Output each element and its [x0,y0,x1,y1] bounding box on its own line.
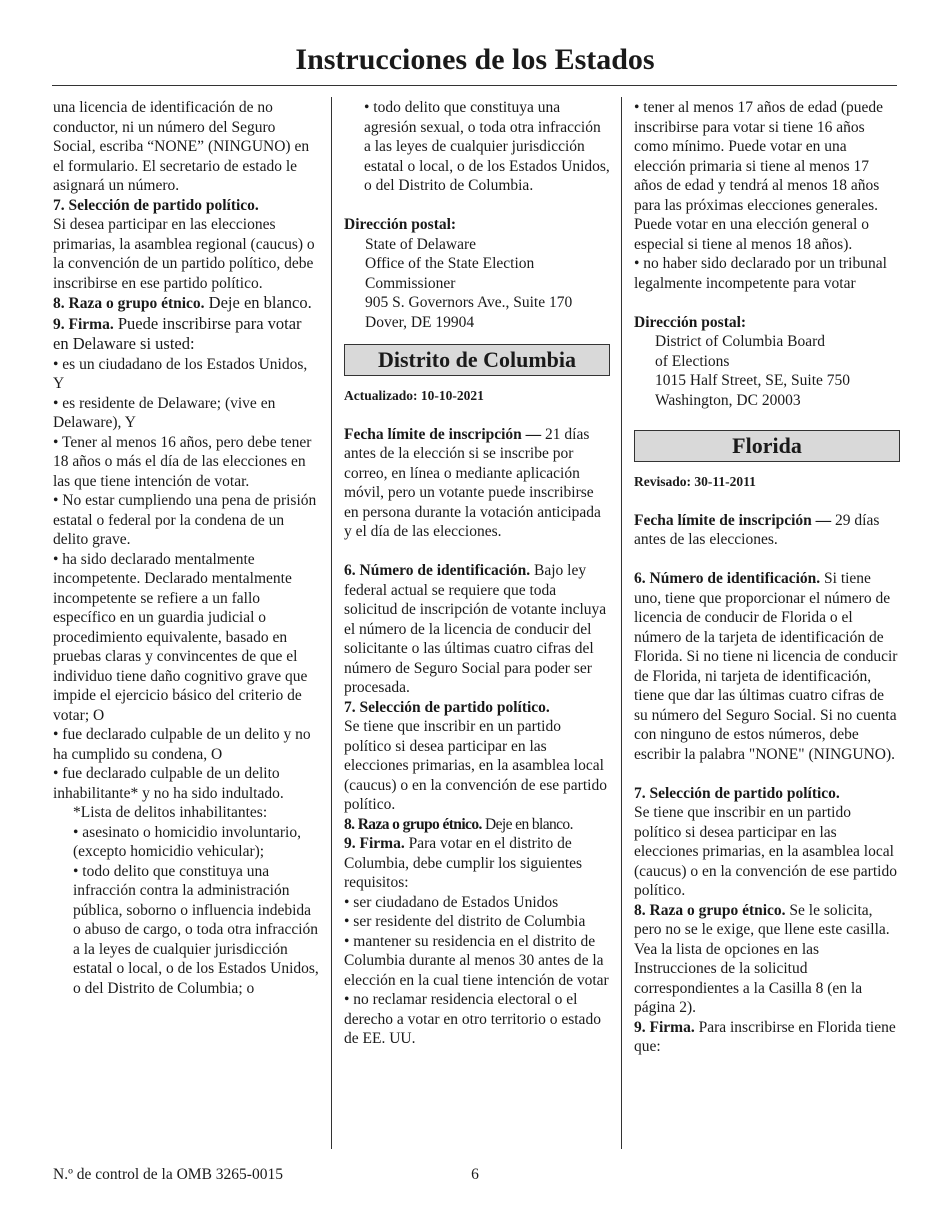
address-line: Washington, DC 20003 [655,391,801,409]
dc-item-8 [344,815,610,835]
column-1 [53,98,319,998]
column-divider-1 [331,97,332,1149]
list-item: • asesinato o homicidio involuntario, (excepto homicidio vehicular); [73,823,301,860]
dc-updated-date: Actualizado: 10-10-2021 [344,388,484,403]
list-item: • no reclamar residencia electoral o el derecho a votar en otro territorio o estado de EE. UU. [344,991,601,1047]
dc-item-6 [344,561,610,698]
section-heading-florida: Florida [634,430,900,462]
dc-deadline [344,425,610,542]
list-item: • fue declarado culpable de un delito inhabilitante* y no ha sido indultado. [53,765,284,802]
item-text: Para votar en el distrito de Columbia, debe cumplir los siguientes requisitos: [344,835,583,891]
delaware-item-8 [53,293,319,314]
item-label: Fecha límite de inscripción — [634,511,832,529]
item-label: 9. Firma. [53,315,114,333]
column-divider-2 [621,97,622,1149]
item-label: Fecha límite de inscripción — [344,425,542,443]
delaware-item-9 [53,314,319,355]
item-text: Si desea participar en las elecciones primarias, la asamblea regional (caucus) o la convención de un partido político, debe inscribirse en ese partido político. [53,216,315,292]
list-item: • ser residente del distrito de Columbia [344,913,586,930]
item-label: 8. Raza o grupo étnico. [344,815,482,833]
list-item: • ser ciudadano de Estados Unidos [344,893,559,911]
dc-item-7 [344,698,610,815]
item-label: 9. Firma. [344,835,405,852]
item-text: 29 días antes de las elecciones. [634,511,880,548]
page-title: Instrucciones de los Estados [295,43,655,76]
item-label: 6. Número de identificación. [344,562,531,579]
florida-item-7 [634,784,900,901]
address-line: Dover, DE 19904 [365,313,475,331]
column-2 [344,98,610,1049]
florida-deadline [634,511,900,550]
list-item: • es residente de Delaware; (vive en Delaware), Y [53,394,276,431]
list-item: • tener al menos 17 años de edad (puede inscribirse para votar si tiene 16 años como mínimo. Puede votar en una elección primaria si tiene al menos 17 años de edad y tendrá al menos 18 años para las próximas elecciones generales. Puede votar en una elección general o especial si tiene al menos 18 años). [634,99,884,253]
list-item: • todo delito que constituya una infracción contra la administración pública, soborno o influencia indebida o abuso de cargo, o toda otra infracción a la leyes de cualquier jurisdicción estatal o local, o de los Estados Unidos, o del Distrito de Columbia; o [73,862,319,997]
florida-revised-date: Revisado: 30-11-2011 [634,474,756,489]
section-heading-dc: Distrito de Columbia [344,344,610,376]
delaware-item-7 [53,196,319,294]
delaware-mail-label: Dirección postal: [344,216,457,233]
list-item: • es un ciudadano de los Estados Unidos, Y [53,355,308,392]
list-item: • Tener al menos 16 años, pero debe tener 18 años o más el día de las elecciones en las que tiene intención de votar. [53,433,312,490]
item-text: Si tiene uno, tiene que proporcionar el número de licencia de conducir de Florida o el número de la tarjeta de identificación de Florida. Si no tiene ni licencia de conducir de Florida, ni tarjeta de identificación, tiene que dar las últimas cuatro cifras de su número del Seguro Social. Si no cuenta con ninguno de estos números, debe escribir la palabra "NONE" (NINGUNO). [634,570,898,763]
omb-control-number: N.º de control de la OMB 3265-0015 [53,1166,283,1183]
item-text: Para inscribirse en Florida tiene que: [634,1018,896,1055]
item-text: Bajo ley federal actual se requiere que toda solicitud de inscripción de votante incluya el número de la licencia de conducir del solicitante o las últimas cuatro cifras del número de Seguro Social para poder ser procesada. [344,562,607,696]
item-label: 7. Selección de partido político. [634,784,840,802]
title-rule [52,85,897,86]
florida-item-9 [634,1018,900,1057]
list-item: • No estar cumpliendo una pena de prisión estatal o federal por la condena de un delito grave. [53,492,317,548]
list-item: • ha sido declarado mentalmente incompetente. Declarado mentalmente incompetente se refiere a un fallo específico en un guardia judicial o procedimiento equivalente, basado en pruebas claras y convincentes de que el individuo tiene daño cognitivo grave que impide el ejercicio básico del criterio de votar; O [53,550,308,724]
item-label: 7. Selección de partido político. [344,698,550,716]
address-line: 905 S. Governors Ave., Suite 170 [365,294,573,311]
list-item: • no haber sido declarado por un tribunal legalmente incompetente para votar [634,255,887,292]
item-text: Se le solicita, pero no se le exige, que llene este casilla. Vea la lista de opciones en las Instrucciones de la solicitud correspondientes a la Casilla 8 (en la página 2). [634,901,890,1016]
list-item: • fue declarado culpable de un delito y no ha cumplido su condena, O [53,726,311,763]
item-label: 8. Raza o grupo étnico. [53,295,205,312]
florida-item-6 [634,569,900,764]
address-line: of Elections [655,352,730,370]
address-line: 1015 Half Street, SE, Suite 750 [655,372,851,389]
delaware-id-continued: una licencia de identificación de no conductor, ni un número del Seguro Social, escriba “NONE” (NINGUNO) en el formulario. El secretario de estado le asignará un número. [53,99,310,194]
address-line: Office of the State Election Commissioner [365,255,535,292]
disqualifying-list-title: *Lista de delitos inhabilitantes: [73,804,268,821]
item-text: Deje en blanco. [481,815,573,833]
address-line: State of Delaware [365,235,477,253]
dc-item-9 [344,834,610,893]
item-text: Puede inscribirse para votar en Delaware si usted: [53,313,302,353]
item-text: Se tiene que inscribir en un partido político si desea participar en las elecciones primarias, en la asamblea local (caucus) o en la convención de ese partido político. [634,804,897,899]
item-label: 6. Número de identificación. [634,570,821,587]
list-item: • mantener su residencia en el distrito de Columbia durante al menos 30 antes de la elección en la cual tiene intención de votar [344,932,609,989]
item-label: 9. Firma. [634,1018,695,1036]
item-text: 21 días antes de la elección si se inscribe por correo, en línea o mediante aplicación móvil, pero un votante puede inscribirse en persona durante la votación anticipada y el día de las elecciones. [344,425,601,540]
item-label: 7. Selección de partido político. [53,196,259,214]
column-3 [634,98,900,1057]
page-number: 6 [471,1166,479,1183]
dc-mail-label: Dirección postal: [634,313,747,331]
item-label: 8. Raza o grupo étnico. [634,901,786,919]
florida-item-8 [634,901,900,1018]
address-line: District of Columbia Board [655,333,826,350]
list-item: • todo delito que constituya una agresión sexual, o toda otra infracción a las leyes de cualquier jurisdicción estatal o local, o de los Estados Unidos, o del Distrito de Columbia. [364,99,610,194]
item-text: Se tiene que inscribir en un partido político si desea participar en las elecciones primarias, en la asamblea local (caucus) o en la convención de ese partido político. [344,718,607,813]
item-text: Deje en blanco. [204,293,312,312]
